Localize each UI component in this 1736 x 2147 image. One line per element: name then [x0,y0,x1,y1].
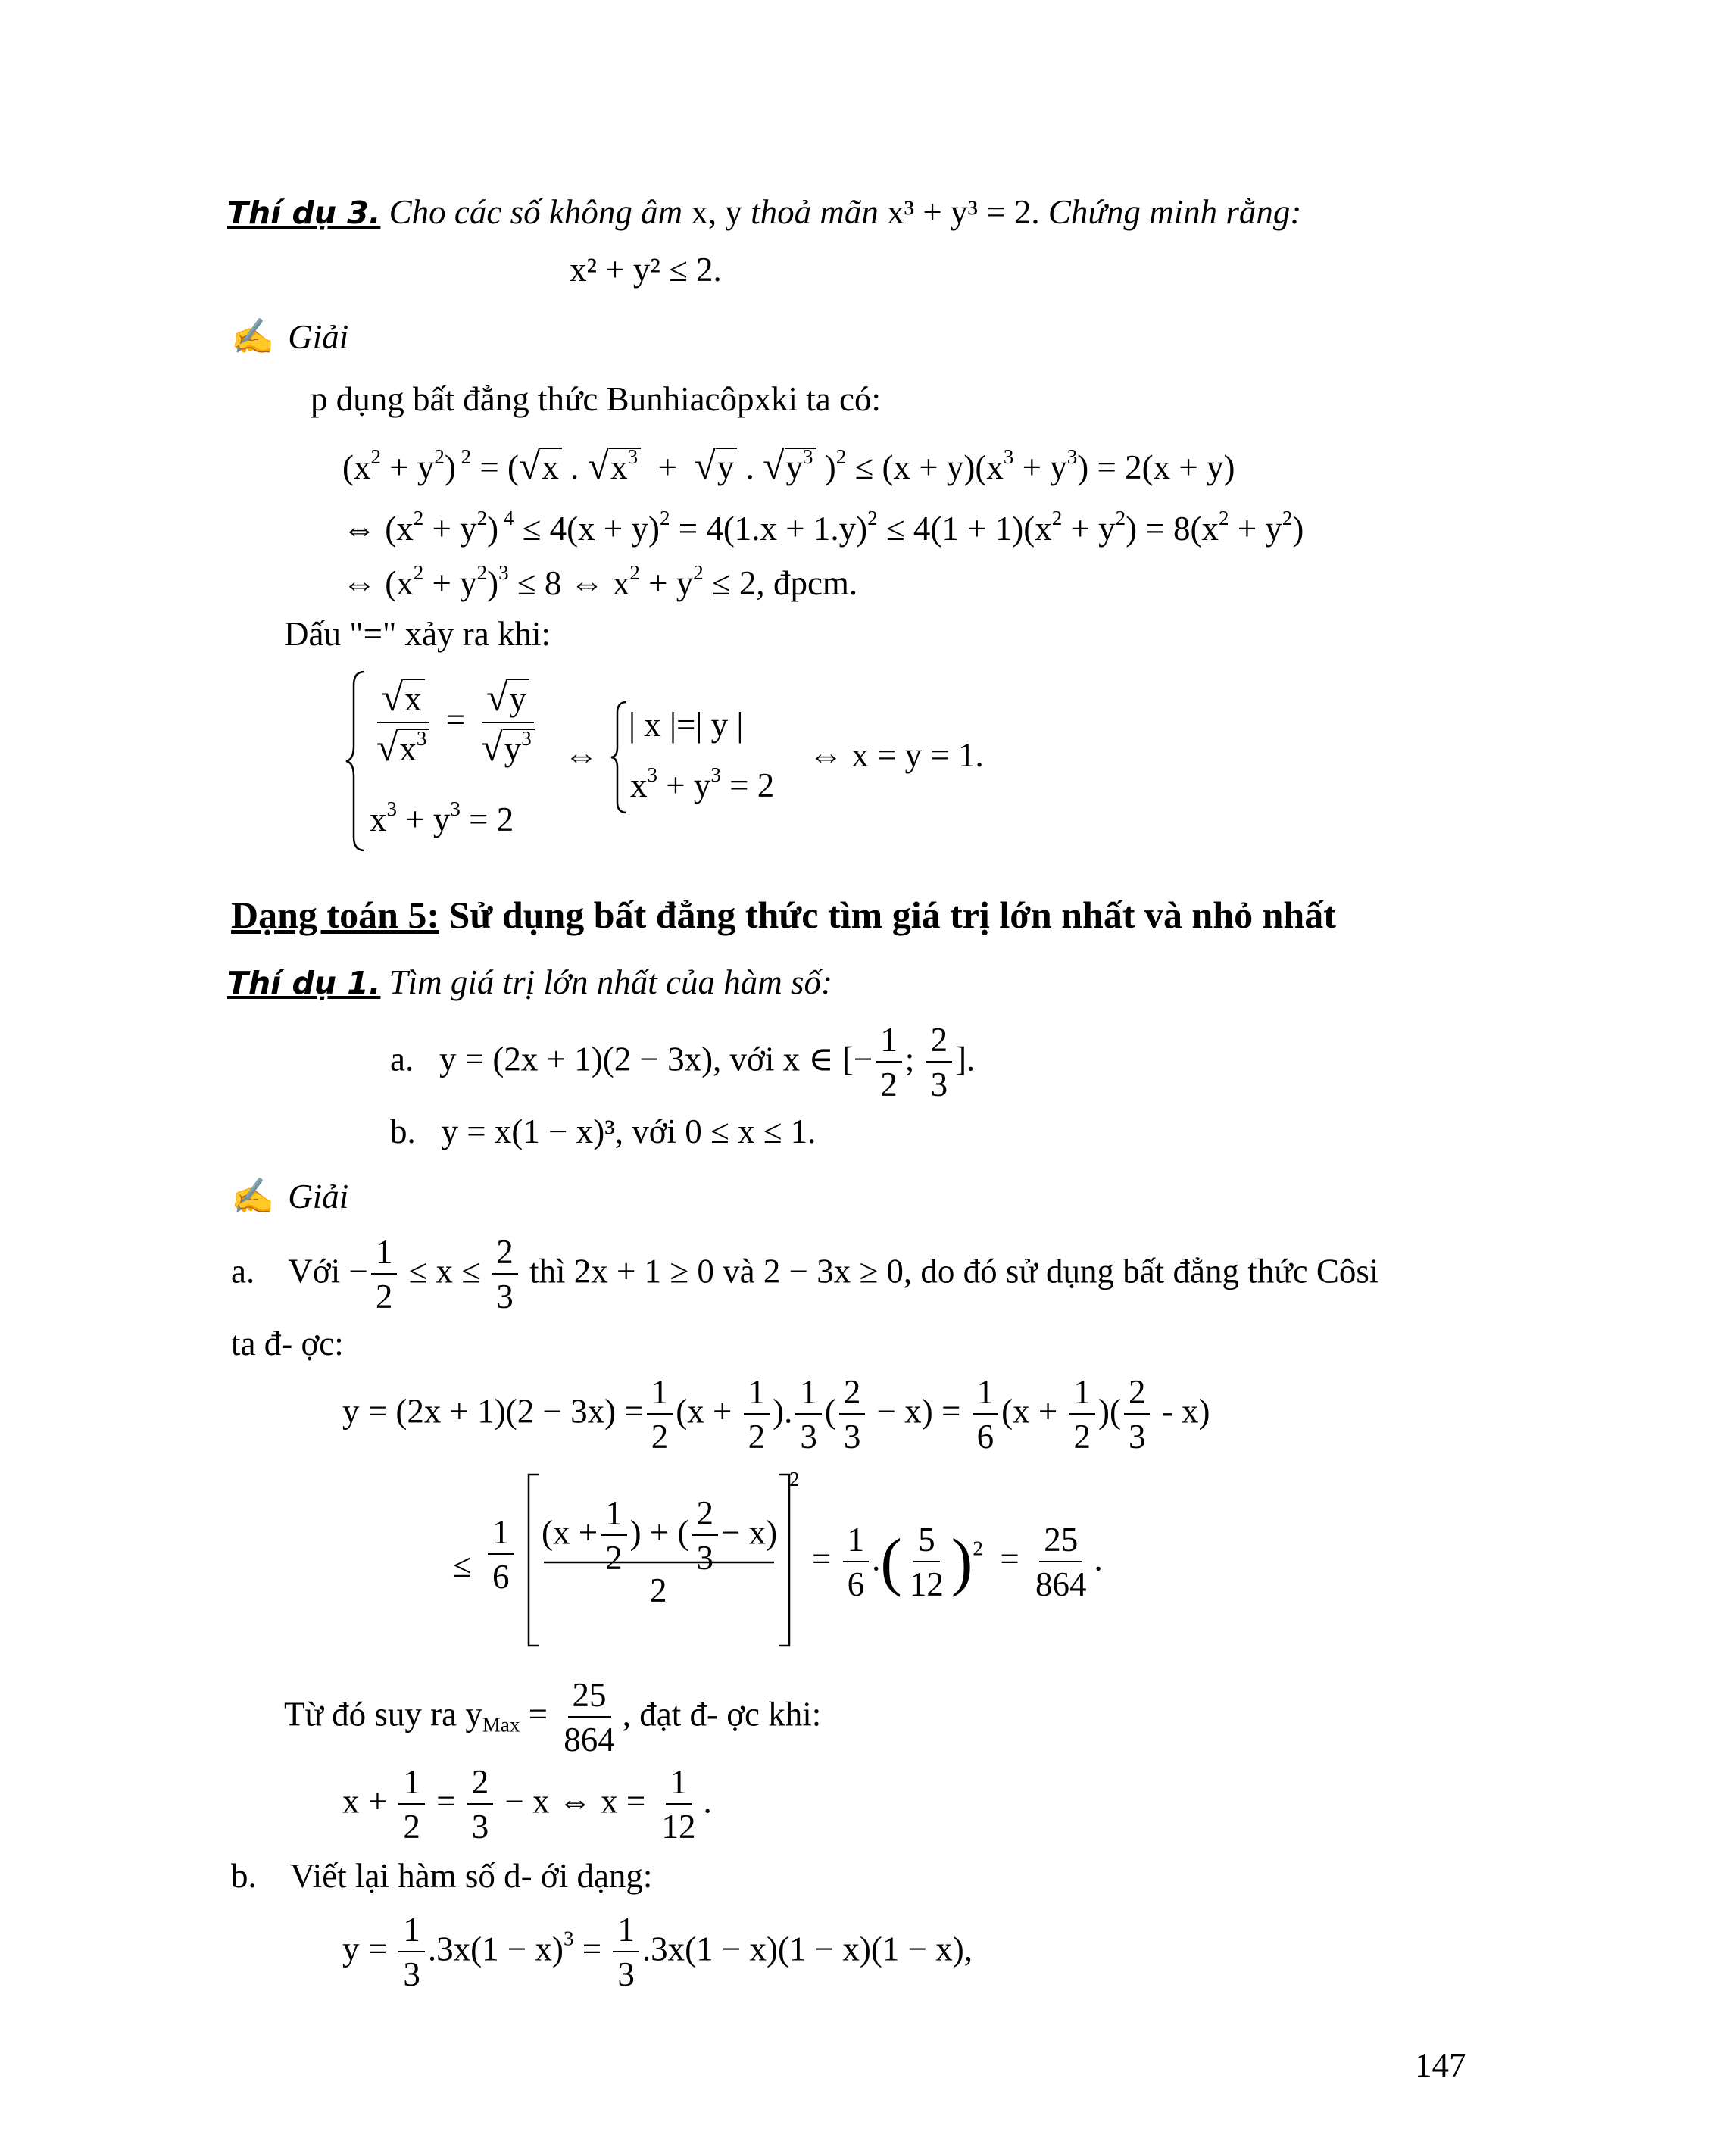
sol1-ymax-sub: Max [482,1713,520,1737]
left-brace-1 [345,670,367,852]
sol3-eq3: ⇔ $(x^2 + y^2)^3 \le 8$ ⇔ $x^2 + y^2 \le 2$, đpcm. [342,560,858,602]
example1-a-label: a. [390,1040,414,1078]
example3-statement [227,195,1301,229]
sol1-eq2-frac16: $\frac{1}{6}$ [485,1515,517,1596]
solution3-label: Giải [288,318,349,356]
solution3-heading [231,317,349,356]
sol1-a-text1: Với [288,1252,341,1290]
pen-icon-2: ✍ [231,1177,275,1215]
example1-b-label: b. [390,1113,416,1150]
sol1-b-label: b. [231,1857,257,1895]
sol1-eq2-sup2: 2 [789,1468,800,1490]
pen-icon: ✍ [231,317,275,356]
sol1-eq2-den: 2 [650,1571,667,1609]
sol1-ymax-text: Từ đó suy ra y [284,1695,482,1734]
eq-sys-iff: ⇔ [564,736,598,774]
example3-text-before: Cho các số không âm [389,193,683,231]
page-number: 147 [1415,2046,1466,2084]
eq-sys-conclusion: ⇔ x = y = 1. [809,736,984,774]
example1-a: a. y = (2x + 1)(2 − 3x), với x ∈ [− $\frac{1}{2}$ ; $\frac{2}{3}$ ]. [390,1021,976,1104]
example3-claim: x² + y² ≤ 2. [570,251,722,289]
sol1-a-line1: a. Với − $\frac{1}{2}$ ≤ x ≤ $\frac{2}{3}$ thì 2x + 1 ≥ 0 và 2 − 3x ≥ 0, do đó sử dụng bất đẳng thức Côsi [231,1233,1379,1316]
section5-label: Dạng toán 5: [231,894,440,936]
sol1-ymax: Từ đó suy ra $y_{Max}$ = $\frac{25}{864}$ , đạt đ- ợc khi: [284,1676,822,1759]
example3-text-mid: thoả mãn [751,193,879,231]
eq-sys-cond1: $x^3 + y^3 = 2$ [370,797,514,838]
section5-heading [231,896,1336,934]
sol3-eq1: $(x^2 + y^2) ^2 = (√x$ . $√x^3 + √y$ . $√y^3$ )$^2 \le (x + y)(x^3 + y^3) = 2(x + y)$ [342,445,1235,488]
example1-a-func: y = (2x + 1)(2 − 3x), với x ∈ [439,1040,834,1078]
example1-label: Thí dụ 1. [227,965,381,1001]
sol3-equality-intro: Dấu "=" xảy ra khi: [284,615,551,653]
solution1-heading [231,1179,348,1214]
section5-title: Sử dụng bất đẳng thức tìm giá trị lớn nhất và nhỏ nhất [448,894,1336,936]
sol1-b-text: Viết lại hàm số d- ới dạng: [289,1857,653,1895]
example3-vars: x, y [691,193,742,231]
sol1-b-eq: y = $\frac{1}{3}$ $.3x(1 - x)^3$ = $\frac{1}{3}$ .3x(1 − x)(1 − x)(1 − x), [342,1911,973,1994]
eq-sys-cond2: $x^3 + y^3 = 2$ [630,763,775,804]
sol3-eq2: ⇔ $(x^2 + y^2) ^4 \le 4(x + y)^2 = 4(1.x + 1.y)^2 \le 4(1 + 1)(x^2 + y^2) = 8(x^2 + y^2)$ [342,506,1304,548]
example1-statement [227,963,832,1001]
left-brace-2 [610,701,629,814]
sol1-a-label: a. [231,1252,255,1290]
example3-label: Thí dụ 3. [227,195,381,231]
sol1-a-text2: thì 2x + 1 ≥ 0 và 2 − 3x ≥ 0, do đó sử dụng bất đẳng thức Côsi [529,1252,1379,1290]
sol1-ymax-after: , đạt đ- ợc khi: [622,1695,822,1734]
solution1-label: Giải [288,1178,349,1215]
sol1-eq1: y = (2x + 1)(2 − 3x) = $\frac{1}{2}$ (x + $\frac{1}{2}$ ). $\frac{1}{3}$ ( $\frac{2}{3}$ − x) = $\frac{1}{6}$ (x + $\frac{1}{2}$ )( $\frac{2}{3}$ - x) [342,1373,1210,1456]
example1-b [390,1115,816,1149]
sol1-equality: x + $\frac{1}{2}$ = $\frac{2}{3}$ − x ⇔ x = $\frac{1}{12}$ . [342,1763,712,1846]
example3-text-after: Chứng minh rằng: [1048,193,1302,231]
sol1-eq2-le: ≤ [453,1546,472,1584]
sol1-a-line2: ta đ- ợc: [231,1325,344,1362]
example3-condition: x³ + y³ = 2. [887,193,1040,231]
example1-b-func: y = x(1 − x)³, với 0 ≤ x ≤ 1. [441,1113,816,1150]
sol1-b-line [231,1859,652,1893]
eq-sys-abs: | x |=| y | [629,706,744,744]
qed: đpcm. [773,564,858,602]
eq-sys-frac1: $\frac{√x}{√x^3}$ = $\frac{√y}{√y^3}$ [369,678,542,769]
sol1-eq2-rhs: = $\frac{1}{6}$ .( $\frac{5}{12}$ )$^2$ = $\frac{25}{864}$ . [812,1521,1103,1604]
sol1-eq2-num: (x + $\frac{1}{2}$ ) + ( $\frac{2}{3}$ − x) [542,1494,778,1577]
example1-text: Tìm giá trị lớn nhất của hàm số: [389,963,832,1001]
sol3-intro: p dụng bất đẳng thức Bunhiacôpxki ta có: [311,380,881,418]
